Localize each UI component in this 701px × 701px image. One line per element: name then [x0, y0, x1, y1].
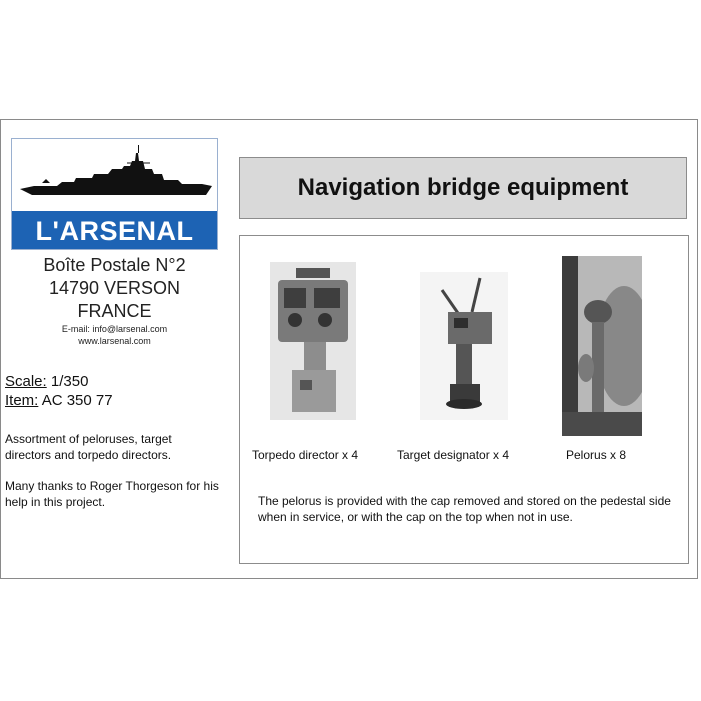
brand-name: L'ARSENAL — [12, 211, 217, 250]
caption-pelorus: Pelorus x 8 — [566, 448, 627, 462]
item-label: Item: — [5, 392, 39, 409]
pelorus-photo — [562, 256, 642, 436]
warship-silhouette-icon — [12, 139, 218, 211]
address-line3: FRANCE — [77, 301, 152, 321]
product-card — [0, 119, 698, 579]
email-text: E-mail: info@larsenal.com — [61, 324, 168, 334]
equipment-panel — [239, 235, 689, 564]
scale-value: 1/350 — [50, 373, 89, 390]
address-line1: Boîte Postale N°2 — [43, 255, 186, 275]
larsenal-logo — [11, 138, 218, 250]
scale-label: Scale: — [5, 373, 47, 390]
torpedo-director-photo — [270, 262, 356, 420]
caption-torpedo-director: Torpedo director x 4 — [252, 448, 359, 462]
target-designator-photo — [420, 272, 508, 420]
thanks-text: Many thanks to Roger Thorgeson for his help in this project. — [5, 479, 219, 509]
page-title: Navigation bridge equipment — [239, 157, 687, 219]
description-text: Assortment of peloruses, target directors and torpedo directors. — [5, 432, 172, 462]
item-value: AC 350 77 — [41, 392, 113, 409]
website-text: www.larsenal.com — [78, 336, 151, 346]
caption-target-designator: Target designator x 4 — [397, 448, 510, 462]
address-block — [11, 254, 218, 347]
address-line2: 14790 VERSON — [48, 278, 181, 298]
item-row — [5, 391, 113, 410]
pelorus-note: The pelorus is provided with the cap removed and stored on the pedestal side when in service, or with the cap on the top when not in use. — [258, 494, 671, 524]
scale-row — [5, 372, 88, 391]
